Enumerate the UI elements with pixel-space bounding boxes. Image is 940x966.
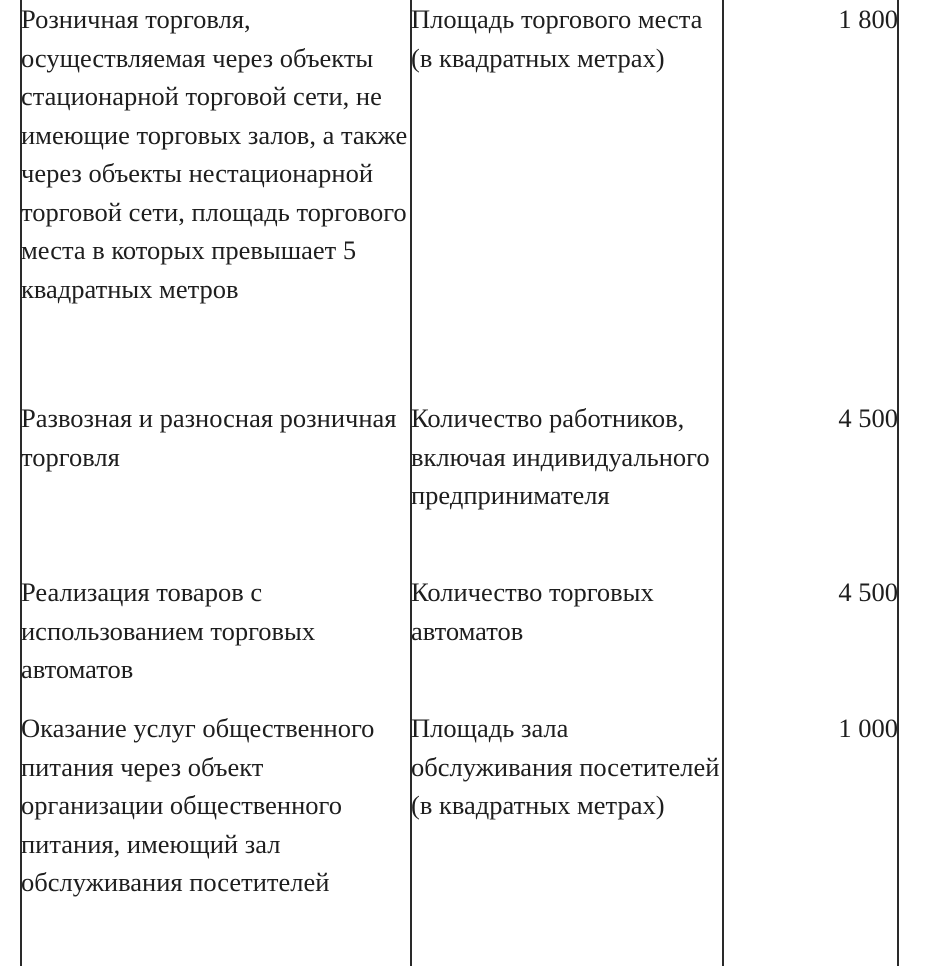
amount-cell: 1 800	[838, 4, 898, 34]
activity-cell: Развозная и разносная розничная торговля	[21, 403, 397, 472]
activity-cell: Оказание услуг общественного питания через объект организации общественного питания, имеющий зал обслуживания посетителей	[21, 713, 375, 897]
indicator-cell: Количество работников, включая индивидуального предпринимателя	[411, 403, 710, 510]
activity-cell: Розничная торговля, осуществляемая через объекты стационарной торговой сети, не имеющие торговых залов, а также через объекты нестационарной торговой сети, площадь торгового места в которых превышает 5 квадратных метров	[21, 4, 408, 304]
indicator-cell: Площадь торгового места (в квадратных метрах)	[411, 4, 703, 73]
amount-cell: 4 500	[838, 577, 898, 607]
table-row	[21, 709, 898, 966]
table-row	[21, 0, 898, 399]
table-row	[21, 573, 898, 709]
table-row	[21, 399, 898, 573]
indicator-cell: Площадь зала обслуживания посетителей (в квадратных метрах)	[411, 713, 720, 820]
amount-cell: 4 500	[838, 403, 898, 433]
activity-cell: Реализация товаров с использованием торговых автоматов	[21, 577, 316, 684]
tariff-table	[21, 0, 898, 966]
amount-cell: 1 000	[838, 713, 898, 743]
indicator-cell: Количество торговых автоматов	[411, 577, 654, 646]
